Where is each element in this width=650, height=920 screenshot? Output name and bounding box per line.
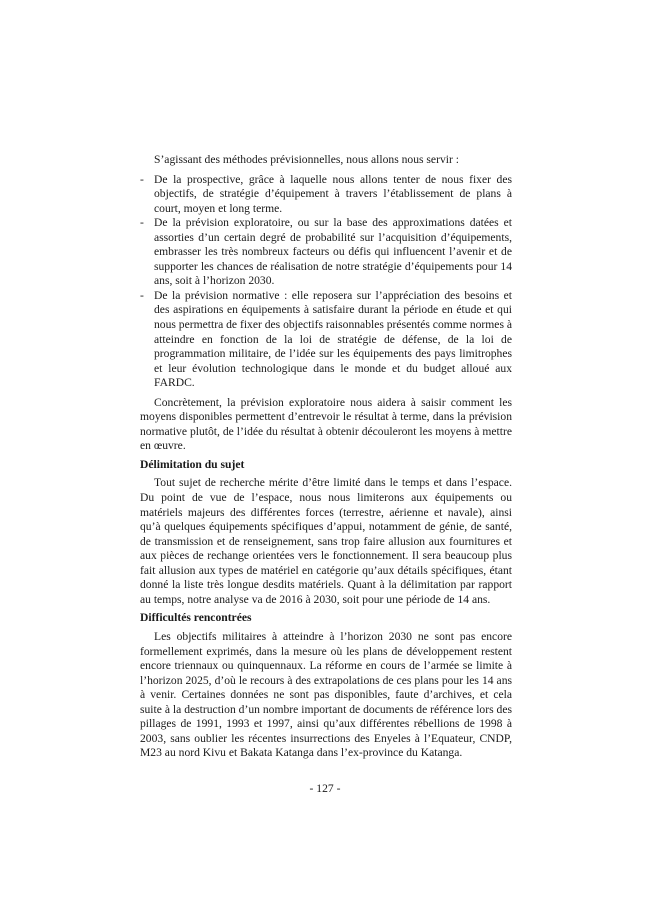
delimitation-paragraph: Tout sujet de recherche mérite d’être limité dans le temps et dans l’espace. Du point de vue de l’espace, nous nous limiterons aux équipements ou matériels majeurs des différentes forces (terrestre, aérienne et navale), ainsi qu’à quelques équipements spécifiques d’appui, notamment de génie, de santé, de transmission et de renseignement, sans trop faire allusion aux fournitures et aux pièces de rechange orientées vers le fonctionnement. Il sera beaucoup plus fait allusion aux types de matériel en catégorie qu’aux détails spécifiques, étant donné la liste très longue desdits matériels. Quant à la délimitation par rapport au temps, notre analyse va de 2016 à 2030, soit pour une période de 14 ans.: [140, 476, 512, 606]
list-item: [140, 216, 512, 289]
list-item-text: De la prospective, grâce à laquelle nous allons tenter de nous fixer des objectifs, de stratégie d’équipement à travers l’établissement de plans à court, moyen et long terme.: [154, 172, 512, 215]
concretement-paragraph: Concrètement, la prévision exploratoire nous aidera à saisir comment les moyens disponibles permettent d’entrevoir le résultat à terme, dans la prévision normative plutôt, de l’idée du résultat à obtenir découleront les moyens à mettre en œuvre.: [140, 395, 512, 453]
list-item-text: De la prévision normative : elle reposera sur l’appréciation des besoins et des aspirations en équipements à satisfaire durant la période en étude et qui nous permettra de fixer des objectifs raisonnables présentés comme normes à atteindre en fonction de la loi de stratégie de défense, de la loi de programmation militaire, de l’idée sur les équipements des pays limitrophes et leur évolution technologique dans le monde et du budget alloué aux FARDC.: [154, 288, 512, 390]
intro-paragraph: S’agissant des méthodes prévisionnelles, nous allons nous servir :: [154, 153, 459, 166]
section-heading-delimitation: Délimitation du sujet: [140, 457, 245, 471]
page-number: - 127 -: [309, 782, 341, 795]
page-body: [140, 153, 512, 765]
list-dash: -: [140, 288, 144, 302]
section-heading-difficultes: Difficultés rencontrées: [140, 611, 252, 625]
list-item: [140, 173, 512, 217]
list-dash: -: [140, 172, 144, 186]
method-list: [140, 173, 512, 391]
list-item: [140, 289, 512, 391]
list-dash: -: [140, 216, 144, 230]
list-item-text: De la prévision exploratoire, ou sur la base des approximations datées et assorties d’un certain degré de probabilité sur l’acquisition d’équipements, embrasser les très nombreux facteurs ou défis qui influencent l’avenir et de supporter les chances de réalisation de notre stratégie d’équipements pour 14 ans, soit à l’horizon 2030.: [154, 216, 512, 288]
difficultes-paragraph: Les objectifs militaires à atteindre à l’horizon 2030 ne sont pas encore formellement exprimés, dans la mesure où les plans de développement restent encore triennaux ou quinquennaux. La réforme en cours de l’armée se limite à l’horizon 2025, d’où le recours à des extrapolations de ces plans pour les 14 ans à venir. Certaines données ne sont pas disponibles, faute d’archives, et cela suite à la destruction d’un nombre important de documents de référence lors des pillages de 1991, 1993 et 1997, ainsi qu’aux différentes rébellions de 1998 à 2003, sans oublier les récentes insurrections des Enyeles à l’Equateur, CNDP, M23 au nord Kivu et Bakata Katanga dans l’ex-province du Katanga.: [140, 629, 512, 760]
